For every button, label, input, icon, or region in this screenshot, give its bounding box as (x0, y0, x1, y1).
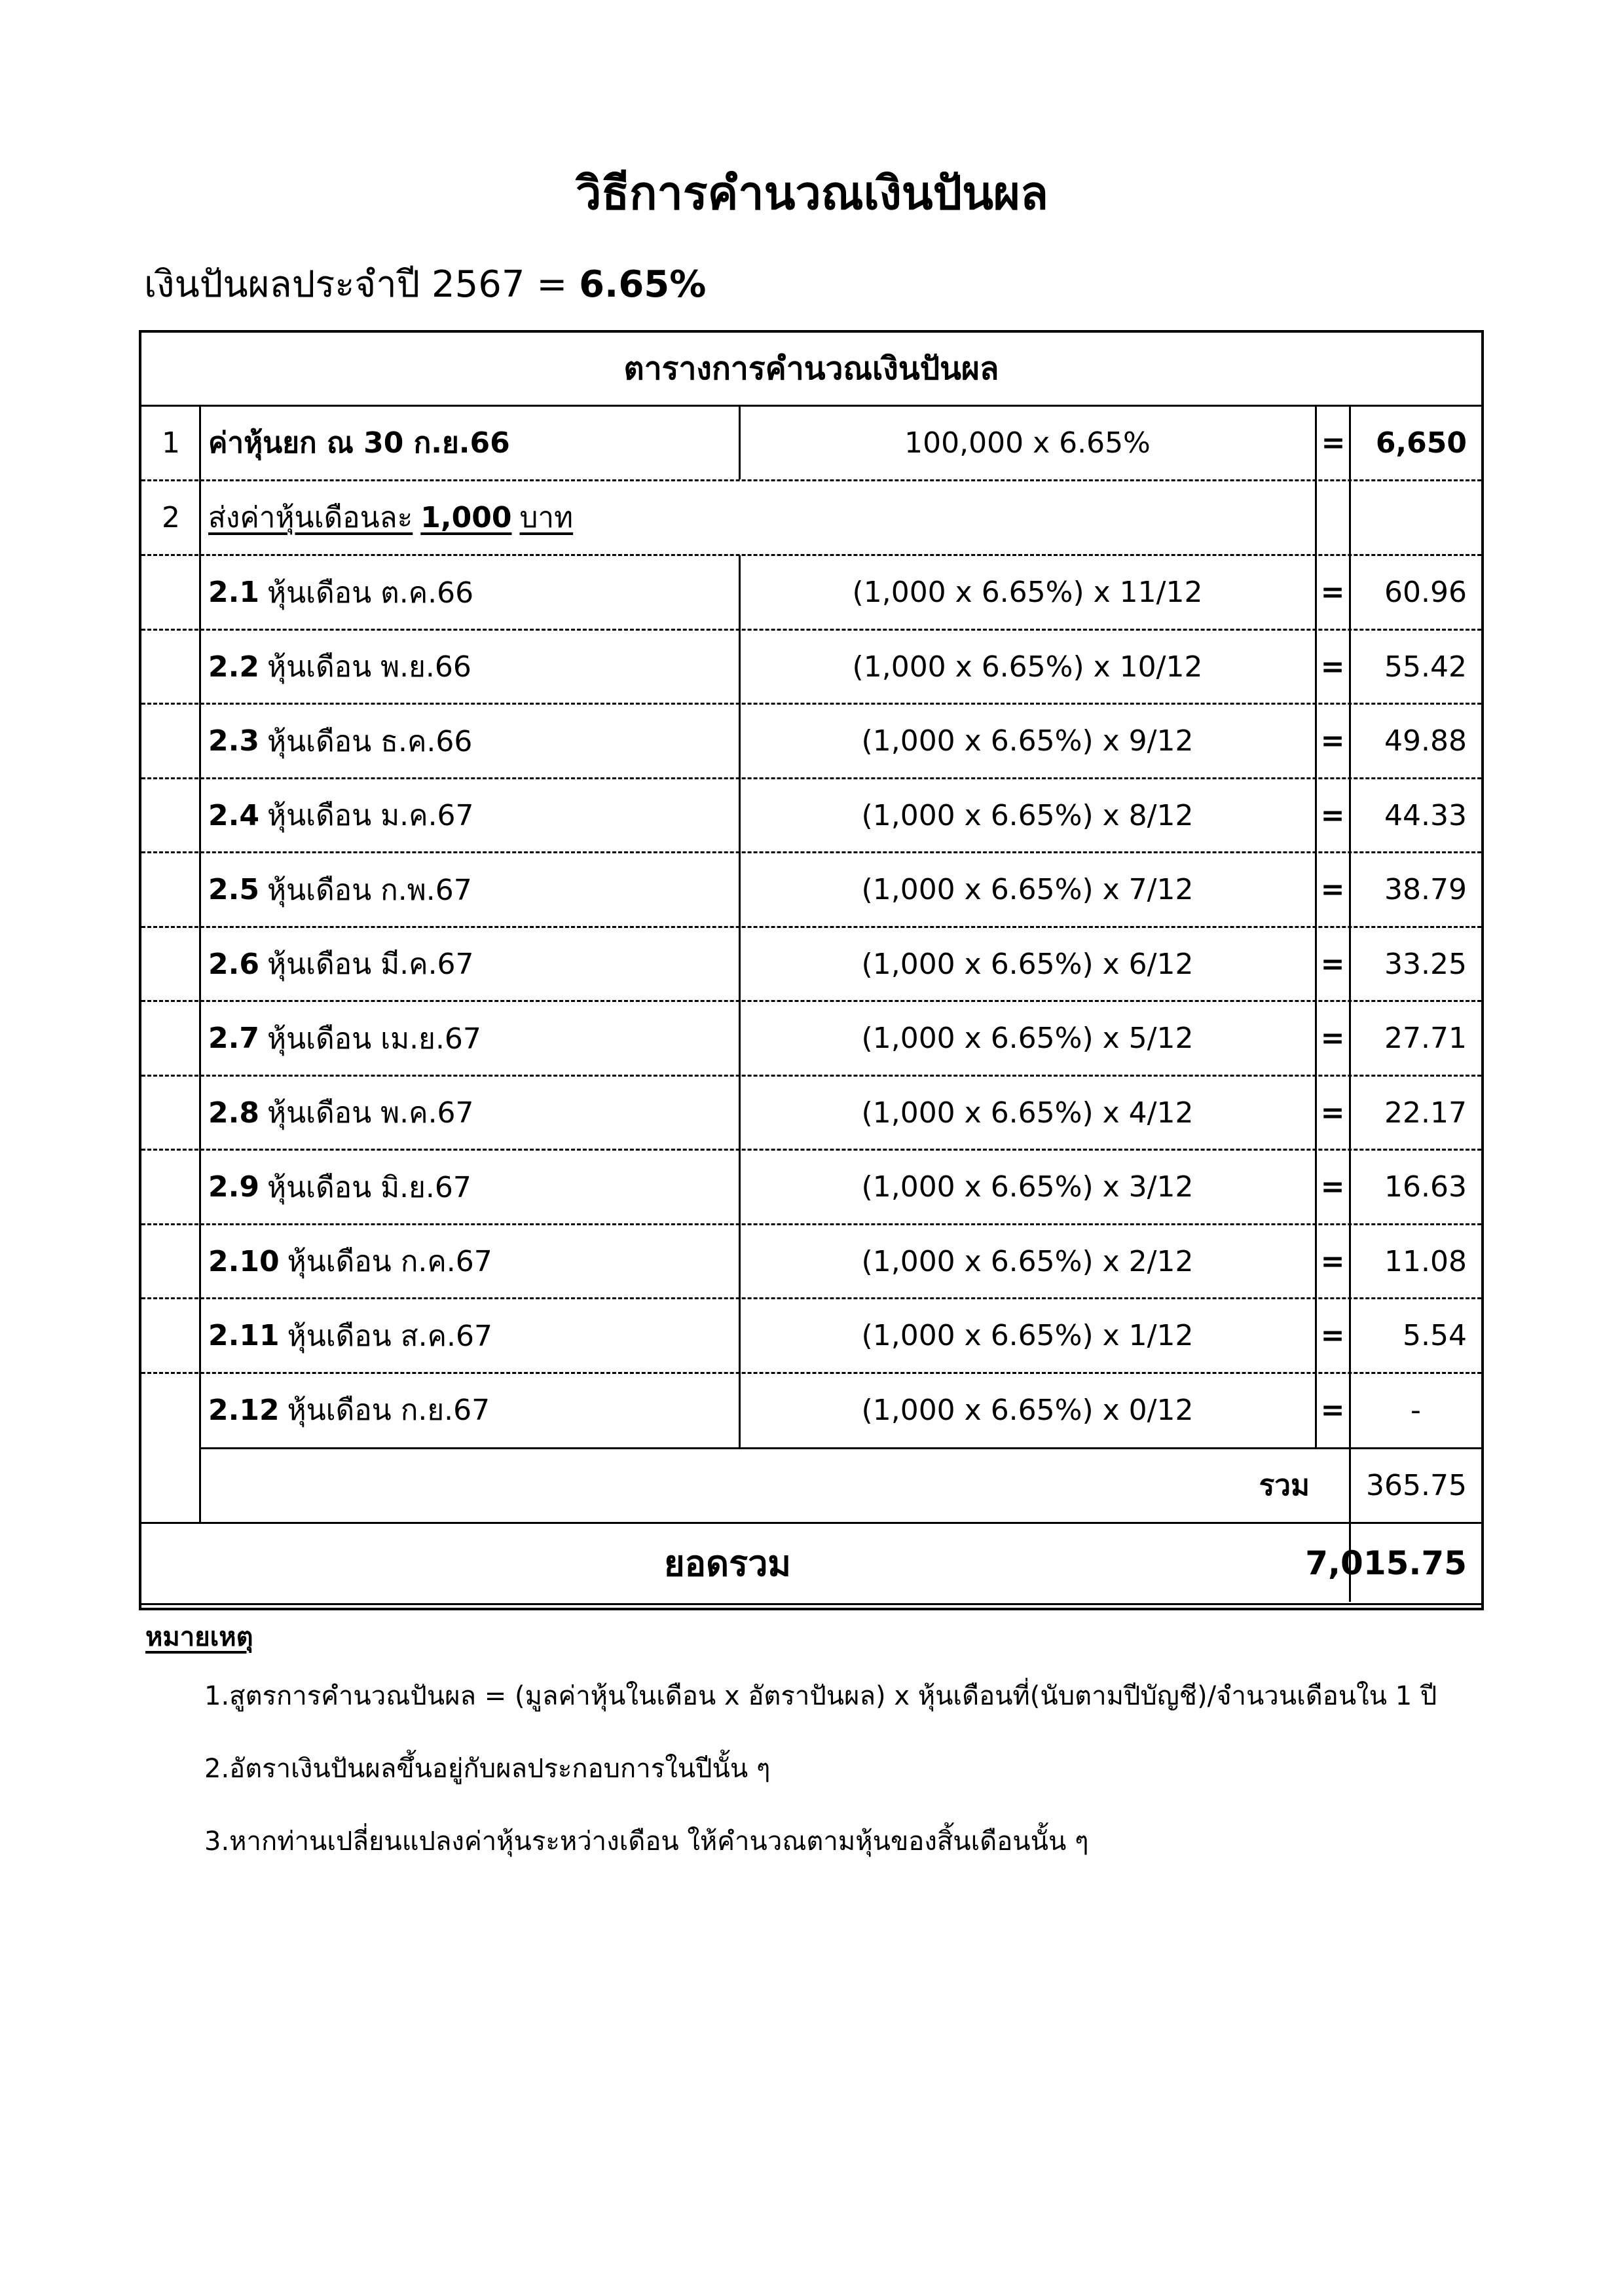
month-row-value: 55.42 (1384, 650, 1467, 684)
month-row-equals: = (1320, 1022, 1345, 1056)
month-row-number: 2.2 (208, 650, 259, 684)
equals-column-divider (1315, 406, 1317, 1447)
month-row-label (202, 1373, 739, 1448)
month-row-number: 2.10 (208, 1244, 280, 1278)
month-row-label (202, 779, 739, 853)
subtotal-label: รวม (1259, 1469, 1310, 1502)
month-row-formula: (1,000 x 6.65%) x 5/12 (861, 1022, 1194, 1056)
month-row-equals: = (1320, 576, 1345, 610)
month-row-formula: (1,000 x 6.65%) x 6/12 (861, 947, 1194, 981)
month-row-label (202, 704, 739, 779)
month-row-text: หุ้นเดือน ส.ค.67 (287, 1319, 492, 1353)
month-row-equals: = (1320, 947, 1345, 981)
month-row-equals: = (1320, 650, 1345, 684)
month-row-formula: (1,000 x 6.65%) x 1/12 (861, 1319, 1194, 1353)
month-row-number: 2.6 (208, 947, 259, 981)
formula-column-divider (739, 555, 741, 1447)
month-row-value: 5.54 (1403, 1319, 1467, 1353)
month-row-value: 22.17 (1384, 1096, 1467, 1130)
month-row-formula: (1,000 x 6.65%) x 7/12 (861, 873, 1194, 907)
month-row-label (202, 555, 739, 630)
value-column-divider (1349, 406, 1351, 1602)
row-1-value: 6,650 (1375, 426, 1467, 460)
note-3: 3.หากท่านเปลี่ยนแปลงค่าหุ้นระหว่างเดือน ให้คำนวณตามหุ้นของสิ้นเดือนนั้น ๆ (204, 1826, 1089, 1857)
month-row-value: 49.88 (1384, 724, 1467, 758)
dividend-calculation-table (139, 330, 1484, 1610)
month-row-value: - (1411, 1393, 1421, 1427)
month-row-formula: (1,000 x 6.65%) x 2/12 (861, 1244, 1194, 1278)
dividend-rate-line (144, 252, 706, 318)
row-1-equals: = (1321, 426, 1346, 460)
month-row-value: 60.96 (1384, 576, 1467, 610)
month-row-equals: = (1320, 1393, 1345, 1427)
month-row-text: หุ้นเดือน พ.ค.67 (267, 1096, 474, 1130)
grand-total-label: ยอดรวม (663, 1543, 792, 1584)
month-row-equals: = (1320, 724, 1345, 758)
month-row-equals: = (1320, 1319, 1345, 1353)
month-row-label (202, 1225, 739, 1299)
month-row-text: หุ้นเดือน ม.ค.67 (267, 799, 474, 833)
number-column-divider (199, 406, 201, 1522)
month-row-label (202, 630, 739, 705)
month-row-number: 2.5 (208, 873, 259, 907)
month-row-number: 2.9 (208, 1170, 259, 1204)
grand-total-divider (141, 1522, 1481, 1524)
month-row-value: 11.08 (1384, 1244, 1467, 1278)
month-row-label (202, 1299, 739, 1373)
row-2-label-prefix: ส่งค่าหุ้นเดือนละ (208, 501, 413, 534)
table-double-bottom (141, 1603, 1481, 1605)
month-row-label (202, 1076, 739, 1151)
row-1-formula-divider (739, 406, 741, 479)
month-row-formula: (1,000 x 6.65%) x 10/12 (852, 650, 1203, 684)
row-1-formula: 100,000 x 6.65% (904, 426, 1151, 460)
month-row-text: หุ้นเดือน เม.ย.67 (267, 1022, 481, 1056)
row-1-label: ค่าหุ้นยก ณ 30 ก.ย.66 (208, 426, 510, 460)
month-row-label (202, 1001, 739, 1076)
month-row-formula: (1,000 x 6.65%) x 9/12 (861, 724, 1194, 758)
month-row-formula: (1,000 x 6.65%) x 0/12 (861, 1393, 1194, 1427)
note-2: 2.อัตราเงินปันผลขึ้นอยู่กับผลประกอบการในปีนั้น ๆ (204, 1754, 771, 1784)
month-row-formula: (1,000 x 6.65%) x 4/12 (861, 1096, 1194, 1130)
month-row-equals: = (1320, 1244, 1345, 1278)
month-row-label (202, 1150, 739, 1225)
month-row-number: 2.4 (208, 798, 259, 832)
month-row-text: หุ้นเดือน ธ.ค.66 (267, 724, 473, 758)
month-row-label (202, 927, 739, 1002)
row-2-number: 2 (162, 500, 180, 534)
month-row-text: หุ้นเดือน มี.ค.67 (267, 948, 474, 982)
subtotal-divider (200, 1447, 1481, 1449)
grand-total-value: 7,015.75 (1305, 1544, 1467, 1582)
row-2-label-suffix: บาท (519, 501, 574, 534)
month-row-number: 2.7 (208, 1022, 259, 1056)
note-1: 1.สูตรการคำนวณปันผล = (มูลค่าหุ้นในเดือน x อัตราปันผล) x หุ้นเดือนที่(นับตามปีบัญชี)/จำนวนเดือนใน 1 ปี (204, 1681, 1437, 1711)
dividend-rate-label: เงินปันผลประจำปี 2567 = (144, 263, 568, 306)
notes-title: หมายเหตุ (145, 1622, 253, 1652)
row-2-label-amount: 1,000 (420, 500, 512, 534)
row-1-divider (141, 479, 1481, 481)
month-row-text: หุ้นเดือน ก.ค.67 (287, 1245, 492, 1279)
month-row-text: หุ้นเดือน มิ.ย.67 (267, 1170, 471, 1204)
month-row-equals: = (1320, 873, 1345, 907)
month-row-number: 2.8 (208, 1096, 259, 1130)
month-row-equals: = (1320, 1170, 1345, 1204)
month-row-text: หุ้นเดือน ต.ค.66 (267, 576, 474, 610)
month-row-text: หุ้นเดือน พ.ย.66 (267, 650, 471, 684)
month-row-number: 2.1 (208, 576, 259, 610)
month-row-value: 44.33 (1384, 798, 1467, 832)
month-row-text: หุ้นเดือน ก.ย.67 (287, 1394, 490, 1428)
month-row-number: 2.3 (208, 724, 259, 758)
subtotal-value: 365.75 (1366, 1468, 1467, 1502)
page-title: วิธีการคำนวณเงินปันผล (576, 166, 1048, 220)
month-row-formula: (1,000 x 6.65%) x 8/12 (861, 798, 1194, 832)
dividend-rate-value: 6.65% (579, 263, 707, 306)
row-1-number: 1 (162, 426, 180, 460)
month-row-value: 33.25 (1384, 947, 1467, 981)
table-title: ตารางการคำนวณเงินปันผล (623, 350, 999, 387)
month-row-value: 27.71 (1384, 1022, 1467, 1056)
month-row-value: 38.79 (1384, 873, 1467, 907)
month-row-formula: (1,000 x 6.65%) x 11/12 (852, 576, 1203, 610)
month-row-number: 2.11 (208, 1319, 280, 1353)
month-row-number: 2.12 (208, 1393, 280, 1427)
month-row-text: หุ้นเดือน ก.พ.67 (267, 873, 472, 907)
month-row-value: 16.63 (1384, 1170, 1467, 1204)
row-2-label (202, 481, 739, 554)
month-row-label (202, 853, 739, 927)
month-row-formula: (1,000 x 6.65%) x 3/12 (861, 1170, 1194, 1204)
month-row-equals: = (1320, 798, 1345, 832)
month-row-equals: = (1320, 1096, 1345, 1130)
